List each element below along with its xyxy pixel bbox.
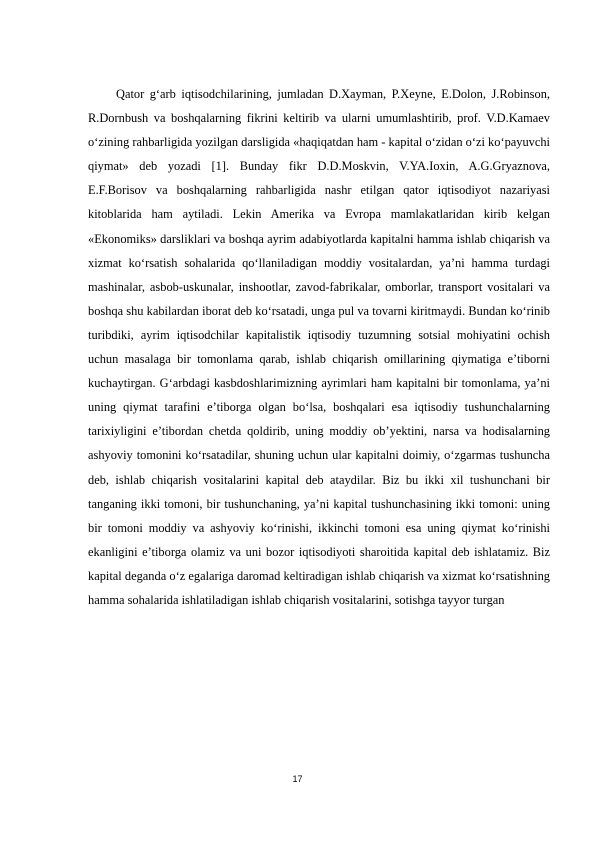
- page-number: 17: [292, 774, 303, 784]
- body-paragraph: Qator g‘arb iqtisodchilarining, jumladan D.Xayman, P.Xeyne, E.Dolon, J.Robinson, R.Dornbush va boshqalarning fikrini keltirib va ularni umumlashtirib, prof. V.D.Kamaev o‘zining rahbarligida yozilgan darsligida «haqiqatdan ham - kapital o‘zidan o‘zi ko‘payuvchi qiymat» deb yozadi [1]. Bunday fikr D.D.Moskvin, V.YA.Ioxin, A.G.Gryaznova, E.F.Borisov va boshqalarning rahbarligida nashr etilgan qator iqtisodiyot nazariyasi kitoblarida ham aytiladi. Lekin Amerika va Evropa mamlakatlaridan kirib kelgan «Ekonomiks» darsliklari va boshqa ayrim adabiyotlarda kapitalni hamma ishlab chiqarish va xizmat ko‘rsatish sohalarida qo‘llaniladigan moddiy vositalardan, ya’ni hamma turdagi mashinalar, asbob-uskunalar, inshootlar, zavod-fabrikalar, omborlar, transport vositalari va boshqa shu kabilardan iborat deb ko‘rsatadi, unga pul va tovarni kiritmaydi. Bundan ko‘rinib turibdiki, ayrim iqtisodchilar kapitalistik iqtisodiy tuzumning sotsial mohiyatini ochish uchun masalaga bir tomonlama qarab, ishlab chiqarish omillarining qiymatiga e’tiborni kuchaytirgan. G‘arbdagi kasbdoshlarimizning ayrimlari ham kapitalni bir tomonlama, ya’ni uning qiymat tarafini e’tiborga olgan bo‘lsa, boshqalari esa iqtisodiy tushunchalarning tarixiyligini e’tibordan chetda qoldirib, uning moddiy ob’yektini, narsa va hodisalarning ashyoviy tomonini ko‘rsatadilar, shuning uchun ular kapitalni doimiy, o‘zgarmas tushuncha deb, ishlab chiqarish vositalarini kapital deb ataydilar. Biz bu ikki xil tushunchani bir tanganing ikki tomoni, bir tushunchaning, ya’ni kapital tushunchasining ikki tomoni: uning bir tomoni moddiy va ashyoviy ko‘rinishi, ikkinchi tomoni esa uning qiymat ko‘rinishi ekanligini e’tiborga olamiz va uni bozor iqtisodiyoti sharoitida kapital deb ishlatamiz. Biz kapital deganda o‘z egalariga daromad keltiradigan ishlab chiqarish va xizmat ko‘rsatishning hamma sohalarida ishlatiladigan ishlab chiqarish vositalarini, sotishga tayyor turgan: [88, 87, 550, 607]
